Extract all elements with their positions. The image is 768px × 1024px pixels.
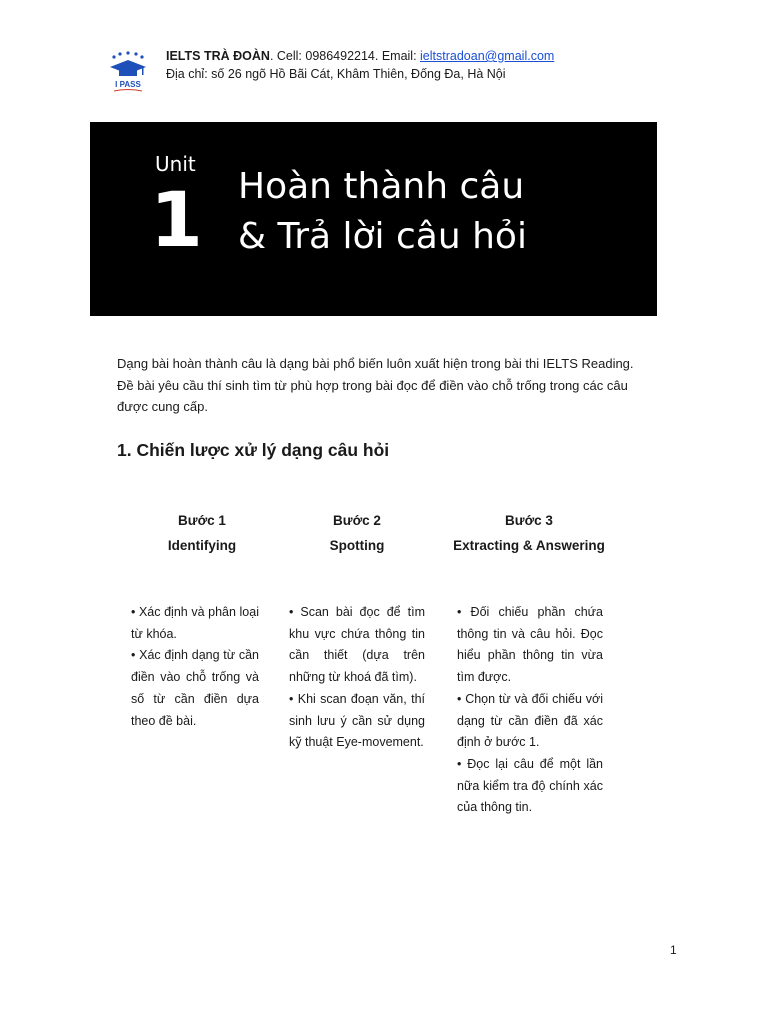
page-number: 1	[670, 943, 677, 957]
step-1-point-2: • Xác định dạng từ cần điền vào chỗ trống và số từ cần điền dựa theo đề bài.	[131, 648, 259, 728]
cell-text: . Cell: 0986492214. Email:	[269, 49, 421, 63]
address: Địa chỉ: số 26 ngõ Hồ Bãi Cát, Khâm Thiên, Đống Đa, Hà Nội	[166, 67, 506, 81]
step-3-label: Bước 3	[505, 513, 553, 528]
intro-paragraph: Dạng bài hoàn thành câu là dạng bài phổ biến luôn xuất hiện trong bài thi IELTS Reading. Đề bài yêu cầu thí sinh tìm từ phù hợp trong bài đọc để điền vào chỗ trống trong các câu được cung cấp.	[117, 356, 634, 414]
unit-label: Unit	[155, 152, 196, 176]
step-3-point-3: • Đọc lại câu để một lần nữa kiểm tra độ chính xác của thông tin.	[457, 756, 603, 815]
step-2-heading	[272, 508, 442, 558]
step-2-body	[289, 602, 425, 754]
logo-text: I PASS	[115, 80, 141, 89]
step-1-label: Bước 1	[178, 513, 226, 528]
step-2-point-2: • Khi scan đoạn văn, thí sinh lưu ý cần sử dụng kỹ thuật Eye-movement.	[289, 691, 425, 750]
step-3-heading	[444, 508, 614, 558]
step-3-point-2: • Chọn từ và đối chiếu với dạng từ cần điền đã xác định ở bước 1.	[457, 691, 603, 750]
step-2-label: Bước 2	[333, 513, 381, 528]
step-3-point-1: • Đối chiếu phần chứa thông tin và câu hỏi. Đọc hiểu phần thông tin vừa tìm được.	[457, 605, 603, 685]
step-1-heading	[117, 508, 287, 558]
header-contact	[166, 47, 554, 83]
unit-banner	[90, 122, 657, 316]
step-1-body	[131, 602, 259, 732]
step-1-point-1: • Xác định và phân loại từ khóa.	[131, 605, 259, 641]
page-header	[100, 46, 660, 94]
step-2-point-1: • Scan bài đọc để tìm khu vực chứa thông tin cần thiết (dựa trên những từ khoá đã tìm).	[289, 605, 425, 685]
section-title: 1. Chiến lược xử lý dạng câu hỏi	[117, 440, 390, 460]
step-2-name: Spotting	[329, 538, 385, 553]
unit-title	[238, 162, 527, 262]
graduation-cap-logo-icon	[106, 50, 150, 94]
step-3-name: Extracting & Answering	[453, 538, 605, 553]
org-name: IELTS TRÀ ĐOÀN	[166, 49, 270, 63]
unit-title-line2: & Trả lời câu hỏi	[238, 216, 527, 257]
unit-number: 1	[150, 175, 203, 264]
step-1-name: Identifying	[167, 538, 237, 553]
step-3-body	[457, 602, 603, 819]
unit-title-line1: Hoàn thành câu	[238, 166, 525, 207]
email-link[interactable]: ieltstradoan@gmail.com	[420, 49, 555, 63]
